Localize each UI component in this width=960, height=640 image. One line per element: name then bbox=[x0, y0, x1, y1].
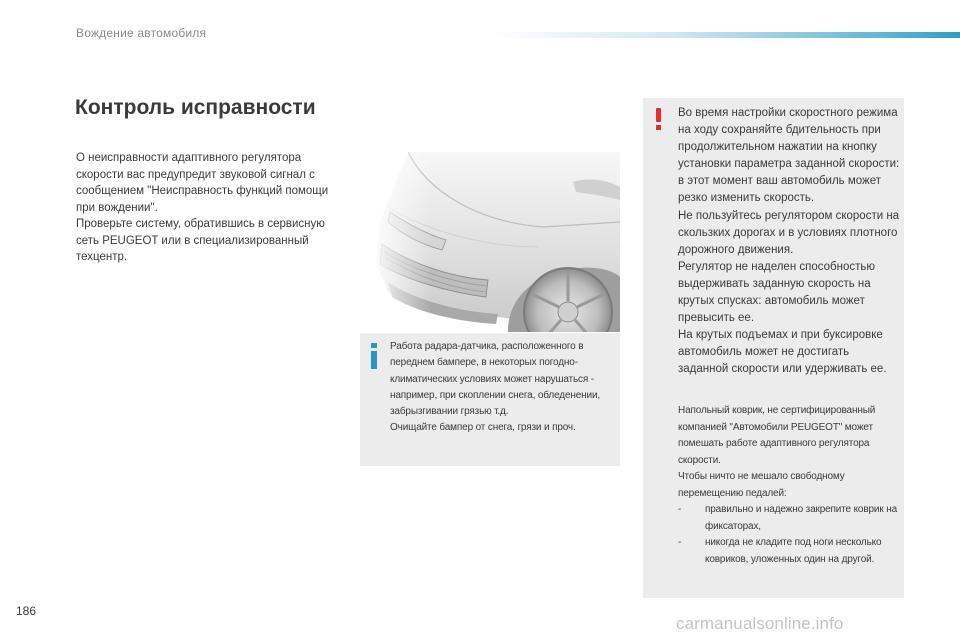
list-item bbox=[678, 502, 902, 535]
info-icon bbox=[370, 343, 378, 369]
warning-paragraph: Регулятор не наделен способностью выдерживать заданную скорость на крутых спусках: автомобиль может превысить ее. bbox=[678, 260, 875, 325]
warning-box bbox=[643, 98, 904, 598]
info-paragraph: Очищайте бампер от снега, грязи и проч. bbox=[390, 422, 576, 434]
list-marker: - bbox=[678, 504, 682, 515]
list-item-text: никогда не кладите под ноги несколько ковриков, уложенных один на другой. bbox=[705, 537, 882, 565]
mat-paragraph: Чтобы ничто не мешало свободному перемещению педалей: bbox=[678, 471, 845, 499]
header-accent-bar bbox=[490, 32, 960, 38]
mat-paragraph: Напольный коврик, не сертифицированный компанией "Автомобили PEUGEOT" может помешать работе адаптивного регулятора скорости. bbox=[678, 405, 876, 466]
list-item-text: правильно и надежно закрепите коврик на фиксаторах, bbox=[705, 504, 897, 532]
section-title: Вождение автомобиля bbox=[76, 26, 207, 40]
intro-paragraph: Проверьте систему, обратившись в сервисную сеть PEUGEOT или в специализированный техцентр. bbox=[76, 218, 325, 263]
floor-mat-note bbox=[678, 403, 902, 568]
car-front-illustration bbox=[368, 152, 620, 332]
list-marker: - bbox=[678, 537, 682, 548]
warning-icon bbox=[656, 108, 662, 130]
intro-paragraph: О неисправности адаптивного регулятора скорости вас предупредит звуковой сигнал с сообщением "Неисправность функций помощи при вождении". bbox=[76, 152, 329, 214]
page-number: 186 bbox=[16, 604, 37, 618]
info-text bbox=[390, 339, 616, 437]
warning-paragraph: На крутых подъемах и при буксировке автомобиль может не достигать заданной скорости или удерживать ее. bbox=[678, 329, 887, 376]
intro-text bbox=[76, 150, 346, 266]
list-item bbox=[678, 535, 902, 568]
info-paragraph: Работа радара-датчика, расположенного в переднем бампере, в некоторых погодно-климатических условиях может нарушаться - например, при скоплении снега, обледенении, забрызгивании грязью т.д. bbox=[390, 341, 601, 418]
warning-paragraph: Не пользуйтесь регулятором скорости на скользких дорогах и в условиях плотного дорожного движения. bbox=[678, 209, 900, 256]
warning-paragraph: Во время настройки скоростного режима на ходу сохраняйте бдительность при продолжительном нажатии на кнопку установки параметра заданной скорости: в этот момент ваш автомобиль может резко изменить скорость. bbox=[678, 107, 900, 205]
page-title: Контроль исправности bbox=[75, 96, 316, 119]
watermark: carmanualsonline.info bbox=[676, 614, 844, 633]
warning-text bbox=[678, 105, 902, 379]
info-box bbox=[360, 333, 620, 466]
mat-list bbox=[678, 502, 902, 568]
